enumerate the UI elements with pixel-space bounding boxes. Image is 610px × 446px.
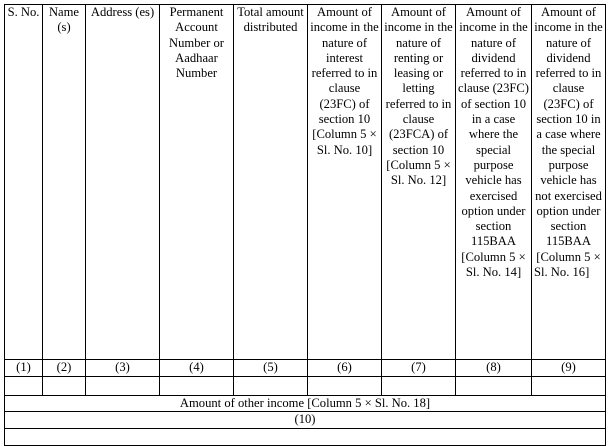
header-interest-income: Amount of income in the nature of interest referred to in clause (23FC) of section 10 [Column 5 × Sl. No. 10] — [308, 5, 382, 360]
column-number: (2) — [43, 360, 86, 377]
entry-cell — [43, 377, 86, 396]
entry-cell — [308, 377, 382, 396]
other-income-label: Amount of other income [Column 5 × Sl. No. 18] — [5, 396, 606, 412]
column-number: (4) — [160, 360, 234, 377]
distribution-table — [4, 4, 606, 446]
column-number: (8) — [456, 360, 532, 377]
header-total-amount: Total amount distributed — [234, 5, 308, 360]
other-income-entry-cell — [5, 428, 606, 445]
header-renting-income: Amount of income in the nature of renting or leasing or letting referred to in clause (23FCA) of section 10 [Column 5 × Sl. No. 12] — [382, 5, 456, 360]
column-number: (9) — [532, 360, 606, 377]
header-names: Name (s) — [43, 5, 86, 360]
column-number: (7) — [382, 360, 456, 377]
other-income-entry-row — [5, 428, 606, 445]
entry-cell — [234, 377, 308, 396]
entry-cell — [5, 377, 43, 396]
header-row — [5, 5, 606, 360]
header-dividend-not-exercised: Amount of income in the nature of dividend referred to in clause (23FC) of section 10 in a case where the special purpose vehicle has not exercised option under section 115BAA [Column 5 × Sl. No. 16] — [532, 5, 606, 360]
other-income-column-number: (10) — [5, 412, 606, 428]
column-number-row — [5, 360, 606, 377]
other-income-header-row — [5, 396, 606, 412]
column-number: (5) — [234, 360, 308, 377]
header-pan-or-aadhaar: Permanent Account Number or Aadhaar Number — [160, 5, 234, 360]
header-dividend-exercised: Amount of income in the nature of dividend referred to in clause (23FC) of section 10 in a case where the special purpose vehicle has exercised option under section 115BAA [Column 5 × Sl. No. 14] — [456, 5, 532, 360]
column-number: (6) — [308, 360, 382, 377]
entry-cell — [456, 377, 532, 396]
entry-cell — [382, 377, 456, 396]
column-number: (3) — [86, 360, 160, 377]
entry-row — [5, 377, 606, 396]
column-number: (1) — [5, 360, 43, 377]
header-serial-number: S. No. — [5, 5, 43, 360]
entry-cell — [86, 377, 160, 396]
entry-cell — [160, 377, 234, 396]
entry-cell — [532, 377, 606, 396]
other-income-number-row — [5, 412, 606, 428]
header-addresses: Address (es) — [86, 5, 160, 360]
